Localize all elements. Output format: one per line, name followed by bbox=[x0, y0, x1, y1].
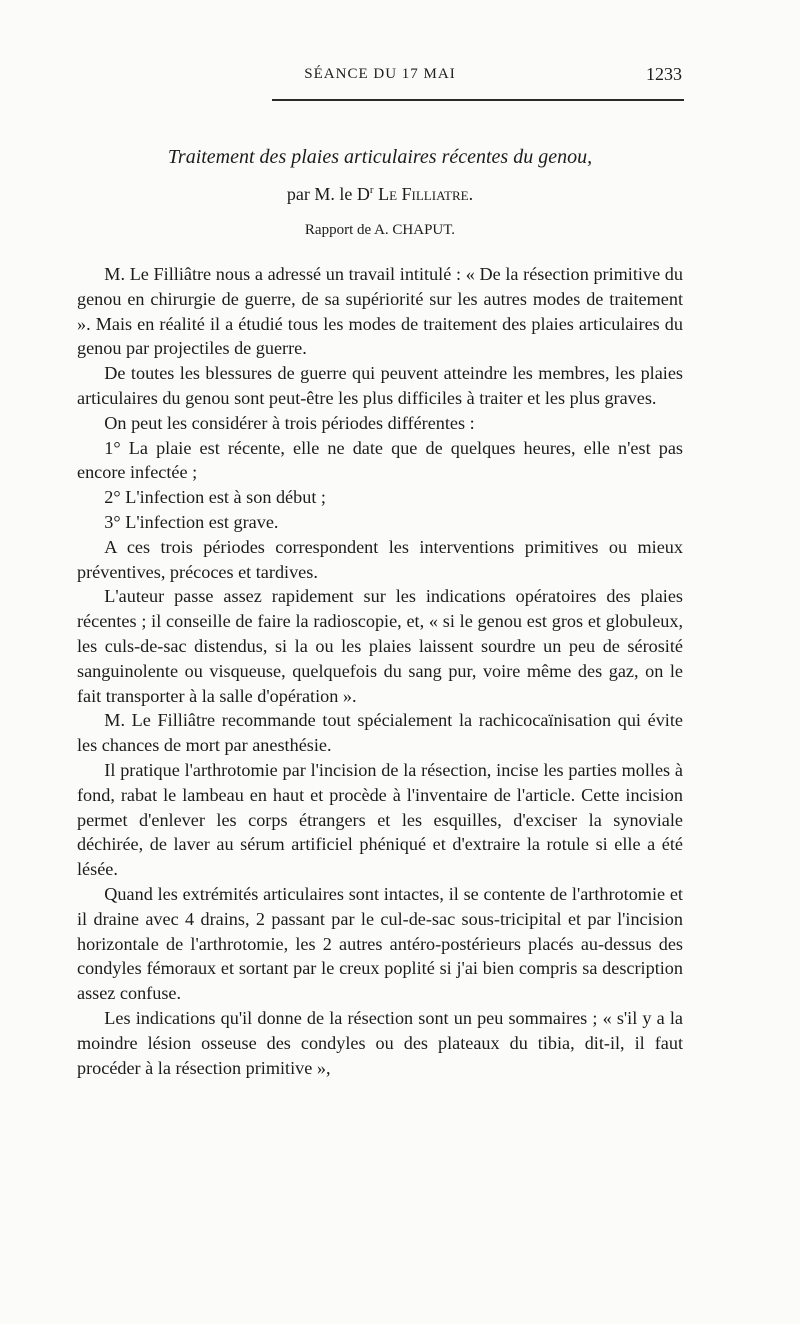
body-text bbox=[77, 262, 683, 1080]
running-header bbox=[78, 64, 682, 88]
byline-prefix: par M. le D bbox=[286, 184, 370, 204]
article-byline bbox=[78, 184, 682, 205]
header-rule bbox=[272, 99, 684, 101]
paragraph: M. Le Filliâtre nous a adressé un travail intitulé : « De la résection primitive du genou en chirurgie de guerre, de sa supériorité sur les autres modes de traitement ». Mais en réalité il a étudié tous les modes de traitement des plaies articulaires du genou par projectiles de guerre. bbox=[77, 264, 683, 359]
paragraph: 3° L'infection est grave. bbox=[104, 511, 279, 532]
byline-author: Le Filliatre. bbox=[378, 184, 474, 204]
running-title: SÉANCE DU 17 MAI bbox=[304, 66, 456, 82]
paragraph: L'auteur passe assez rapidement sur les indications opératoires des plaies récentes ; il conseille de faire la radioscopie, et, « si le genou est gros et globuleux, les culs-de-sac distendus, si la ou les plaies laissent sourdre un peu de sérosité sanguinolente ou visqueuse, quelquefois du sang pur, voire même des gaz, on le fait transporter à la salle d'opération ». bbox=[77, 586, 683, 706]
byline-superscript: r bbox=[369, 184, 374, 196]
paragraph: Les indications qu'il donne de la résection sont un peu sommaires ; « s'il y a la moindre lésion osseuse des condyles ou des plateaux du tibia, dit-il, il faut procéder à la résection primitive », bbox=[77, 1007, 683, 1078]
paragraph: A ces trois périodes correspondent les interventions primitives ou mieux préventives, précoces et tardives. bbox=[77, 536, 683, 582]
paragraph: Il pratique l'arthrotomie par l'incision de la résection, incise les parties molles à fond, rabat le lambeau en haut et procède à l'inventaire de l'article. Cette incision permet d'enlever les corps étrangers et les esquilles, d'exciser la synoviale déchirée, de laver au sérum artificiel phéniqué et d'extraire la rotule si elle a été lésée. bbox=[77, 759, 683, 880]
paragraph: 2° L'infection est à son début ; bbox=[104, 487, 326, 508]
paragraph: M. Le Filliâtre recommande tout spécialement la rachicocaïnisation qui évite les chances de mort par anesthésie. bbox=[77, 710, 683, 756]
paragraph: Quand les extrémités articulaires sont intactes, il se contente de l'arthrotomie et il draine avec 4 drains, 2 passant par le cul-de-sac sous-tricipital et par l'incision horizontale de l'arthrotomie, les 2 autres antéro-postérieurs placés au-dessus des condyles fémoraux et sortant par le creux poplité si j'ai bien compris sa description assez confuse. bbox=[77, 883, 683, 1004]
report-line: Rapport de A. CHAPUT. bbox=[304, 222, 456, 238]
page-number: 1233 bbox=[646, 64, 682, 84]
paragraph: On peut les considérer à trois périodes différentes : bbox=[104, 412, 475, 433]
paragraph: 1° La plaie est récente, elle ne date que de quelques heures, elle n'est pas encore infectée ; bbox=[77, 437, 683, 483]
article-title: Traitement des plaies articulaires récentes du genou, bbox=[167, 146, 593, 168]
paragraph: De toutes les blessures de guerre qui peuvent atteindre les membres, les plaies articulaires du genou sont peut-être les plus difficiles à traiter et les plus graves. bbox=[77, 363, 683, 408]
